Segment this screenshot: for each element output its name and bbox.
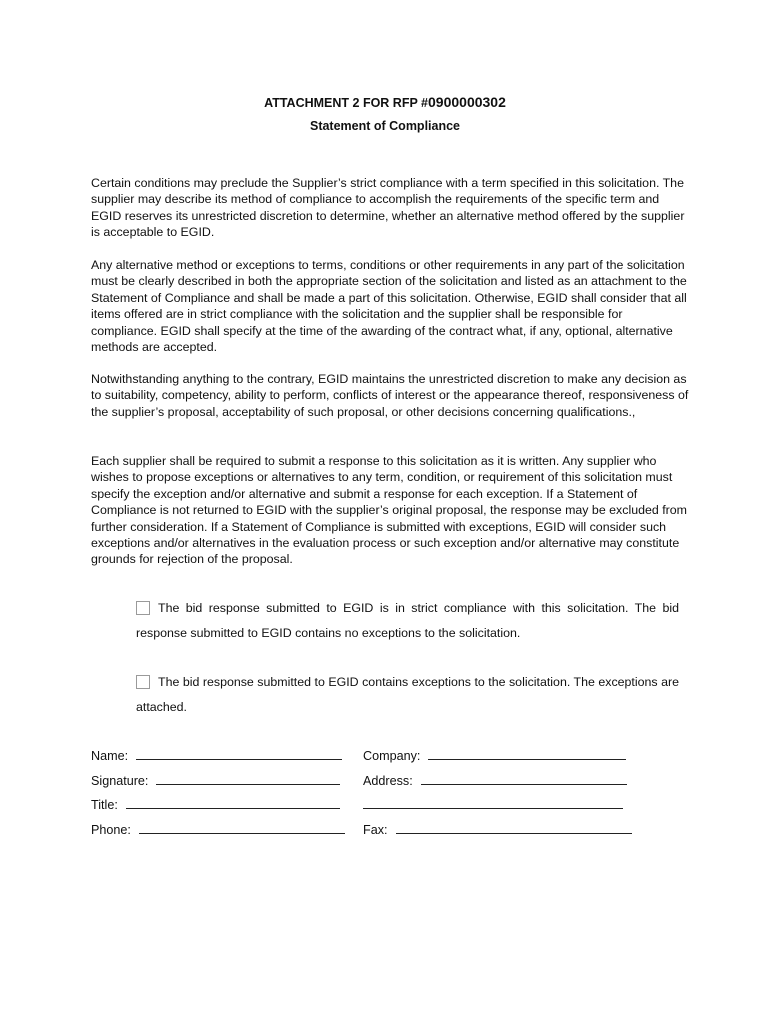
title-prefix: ATTACHMENT 2 FOR RFP # [264, 96, 429, 110]
fax-input-line[interactable] [396, 821, 632, 834]
paragraph-conditions: Certain conditions may preclude the Supplier’s strict compliance with a term specified in this solicitation. The supplier may describe its method of compliance to accomplish the requirements of the specific term and EGID reserves its unrestricted discretion to determine, whether an alternative method offered by the supplier is acceptable to EGID. [91, 176, 685, 240]
phone-label: Phone: [91, 823, 131, 837]
paragraph-submission: Each supplier shall be required to submit a response to this solicitation as it is written. Any supplier who wishes to propose exceptions or alternatives to any term, condition, or requirement of this solicitation must specify the exception and/or alternative and submit a response for each exception. If a Statement of Compliance is not returned to EGID with the supplier’s original proposal, the response may be excluded from further consideration. If a Statement of Compliance is submitted with exceptions, EGID will consider such exceptions and/or alternatives in the evaluation process or such exception and/or alternative may constitute grounds for rejection of the proposal. [91, 454, 687, 567]
paragraph-discretion: Notwithstanding anything to the contrary, EGID maintains the unrestricted discretion to make any decision as to suitability, competency, ability to perform, conflicts of interest or the appearance thereof, responsiveness of the supplier’s proposal, acceptability of such proposal, or other decisions concerning qualifications., [91, 372, 689, 419]
option-strict-compliance[interactable] [136, 596, 679, 645]
document-subtitle: Statement of Compliance [309, 119, 461, 133]
exceptions-label: The bid response submitted to EGID contains exceptions to the solicitation. The exceptions are attached. [136, 675, 679, 714]
company-input-line[interactable] [428, 747, 626, 760]
address-input-line[interactable] [421, 772, 627, 785]
strict-compliance-checkbox[interactable] [136, 601, 150, 615]
phone-field [91, 821, 345, 837]
document-title [0, 94, 770, 110]
address-field [363, 772, 627, 788]
signature-label: Signature: [91, 774, 149, 788]
name-label: Name: [91, 749, 129, 763]
title-field [91, 796, 340, 812]
paragraph-alternative-methods: Any alternative method or exceptions to terms, conditions or other requirements in any part of the solicitation must be clearly described in both the appropriate section of the solicitation and listed as an attachment to the Statement of Compliance and shall be made a part of this solicitation. Otherwise, EGID shall consider that all items offered are in strict compliance with the solicitation and the supplier shall be responsible for compliance. EGID shall specify at the time of the awarding of the contract what, if any, optional, alternative methods are accepted. [91, 258, 687, 355]
name-field [91, 747, 342, 763]
name-input-line[interactable] [136, 747, 342, 760]
signature-field [91, 772, 340, 788]
fax-label: Fax: [363, 823, 388, 837]
company-label: Company: [363, 749, 421, 763]
title-label: Title: [91, 798, 118, 812]
fax-field [363, 821, 632, 837]
address-label: Address: [363, 774, 413, 788]
address-line-2-input[interactable] [363, 796, 623, 809]
address-line-2-field [363, 796, 623, 812]
option-exceptions[interactable] [136, 670, 679, 719]
strict-compliance-label: The bid response submitted to EGID is in strict compliance with this solicitation. The bid response submitted to EGID contains no exceptions to the solicitation. [136, 601, 679, 640]
signature-input-line[interactable] [156, 772, 340, 785]
exceptions-checkbox[interactable] [136, 675, 150, 689]
rfp-number: 0900000302 [428, 94, 506, 110]
title-input-line[interactable] [126, 796, 340, 809]
phone-input-line[interactable] [139, 821, 345, 834]
company-field [363, 747, 626, 763]
